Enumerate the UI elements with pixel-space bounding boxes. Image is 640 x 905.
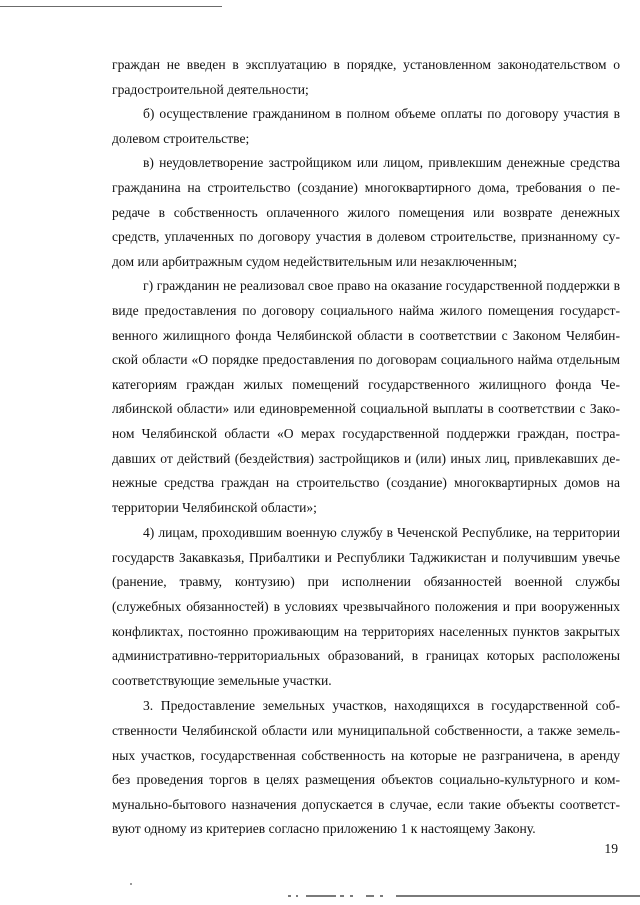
paragraph-item-v: в) неудовлетворение застройщиком или лицом, привлекшим денежные средства гражданина на строительство (создание) многоквартирного дома, требования о передаче в собственность оплаченного жилого помещения или возврате денежных средств, уплаченных по договору участия в долевом строительстве, признанному судом или арбитражным судом недействительным или незаключенным; [112, 155, 620, 269]
paragraph-continuation: граждан не введен в эксплуатацию в порядке, установленном законодательством о градостроительной деятельности; [112, 57, 620, 97]
paragraph-item-3: 3. Предоставление земельных участков, находящихся в государственной собственности Челябинской области или муниципальной собственности, а также земельных участков, государственная собственность на которые не разграничена, в аренду без проведения торгов в целях размещения объектов социально-культурного и коммунально-бытового назначения допускается в случае, если такие объекты соответствуют одному из критериев согласно приложению 1 к настоящему Закону. [112, 698, 620, 837]
scan-artifact-mark [366, 895, 374, 897]
scan-artifact-mark [380, 895, 383, 897]
scan-artifact-mark [296, 895, 298, 897]
scan-artifact-mark [288, 895, 291, 897]
body-text [112, 53, 620, 842]
paragraph-item-4: 4) лицам, проходившим военную службу в Чеченской Республике, на территории государств Закавказья, Прибалтики и Республики Таджикистан и получившим увечье (ранение, травму, контузию) при исполнении обязанностей военной службы (служебных обязанностей) в условиях чрезвычайного положения и при вооруженных конфликтах, постоянно проживающим на территориях населенных пунктов закрытых административно-территориальных образований, в границах которых расположены соответствующие земельные участки. [112, 525, 620, 688]
top-rule [0, 6, 222, 7]
scan-artifact-mark [306, 895, 336, 897]
scan-artifact-mark [340, 895, 344, 897]
scan-artifact-line [396, 895, 640, 897]
scan-artifact-mark [350, 895, 353, 897]
page-number: 19 [604, 841, 618, 856]
scan-artifact-dot [130, 883, 132, 885]
paragraph-item-g: г) гражданин не реализовал свое право на оказание государственной поддержки в виде предоставления по договору социального найма жилого помещения государственного жилищного фонда Челябинской области в соответствии с Законом Челябинской области «О порядке предоставления по договорам социального найма отдельным категориям граждан жилых помещений государственного жилищного фонда Челябинской области» или единовременной социальной выплаты в соответствии с Законом Челябинской области «О мерах государственной поддержки граждан, пострадавших от действий (бездействия) застройщиков и (или) иных лиц, привлекавших денежные средства граждан на строительство (создание) многоквартирных домов на территории Челябинской области»; [112, 278, 620, 515]
paragraph-item-b: б) осуществление гражданином в полном объеме оплаты по договору участия в долевом строительстве; [112, 106, 620, 146]
